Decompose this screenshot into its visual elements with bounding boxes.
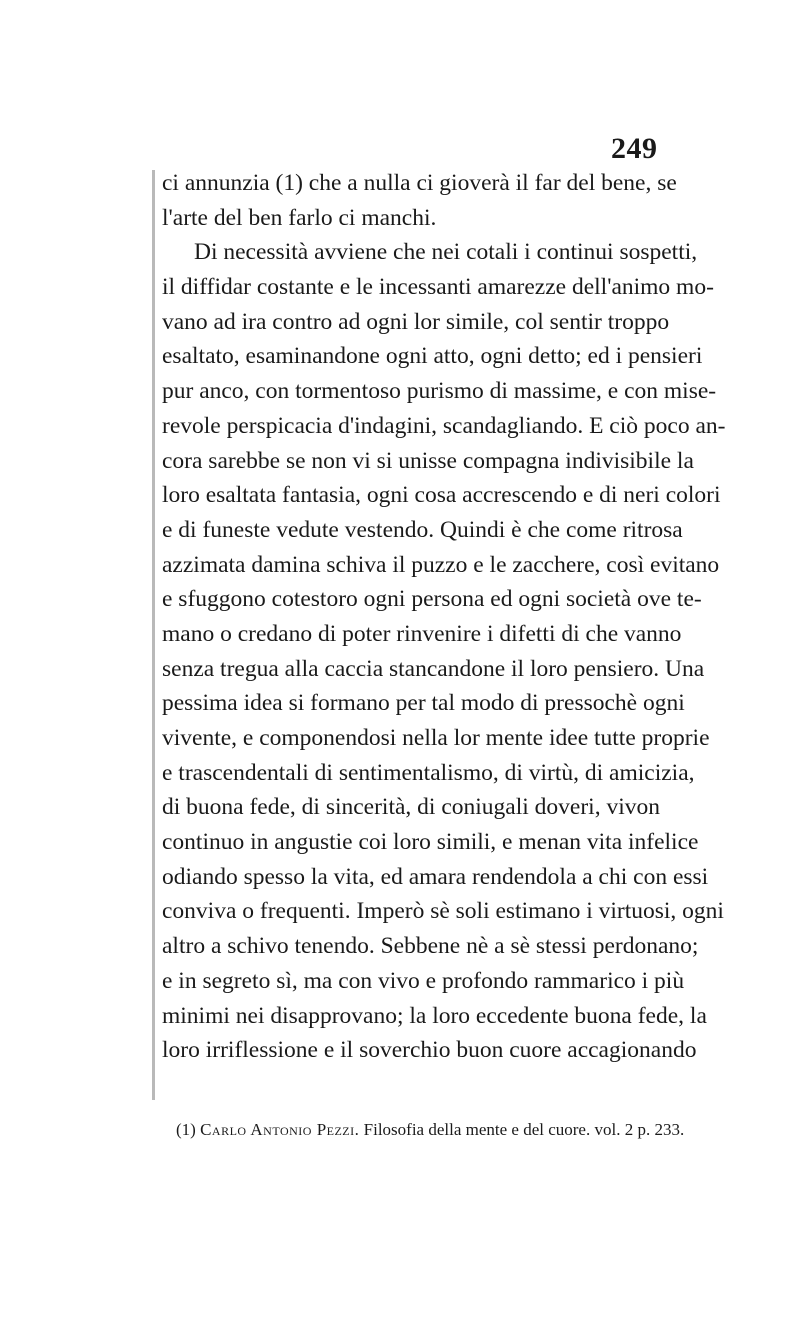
footnote-marker: (1)	[176, 1120, 196, 1139]
text-line: vivente, e componendosi nella lor mente idee tutte proprie	[162, 725, 710, 751]
text-line: il diffidar costante e le incessanti amarezze dell'animo mo-	[162, 274, 714, 301]
text-line: Di necessità avviene che nei cotali i continui sospetti,	[194, 239, 698, 266]
text-line: e di funeste vedute vestendo. Quindi è che come ritrosa	[162, 516, 683, 543]
text-line: azzimata damina schiva il puzzo e le zacchere, così evitano	[162, 551, 720, 578]
text-line: di buona fede, di sincerità, di coniugali doveri, vivon	[162, 794, 660, 821]
text-line: altro a schivo tenendo. Sebbene nè a sè stessi perdonano;	[162, 933, 699, 960]
footnote-author: Carlo Antonio Pezzi.	[200, 1120, 360, 1139]
page-number: 249	[611, 132, 658, 165]
text-line: senza tregua alla caccia stancandone il loro pensiero. Una	[162, 655, 705, 682]
text-line: continuo in angustie coi loro simili, e menan vita infelice	[162, 829, 699, 856]
text-line: loro irriflessione e il soverchio buon cuore accagionando	[162, 1037, 697, 1064]
text-line: vano ad ira contro ad ogni lor simile, col sentir troppo	[162, 308, 670, 335]
margin-binding-shadow	[152, 170, 155, 1100]
text-line: conviva o frequenti. Imperò sè soli estimano i virtuosi, ogni	[162, 898, 724, 925]
text-line: l'arte del ben farlo ci manchi.	[162, 204, 437, 231]
body-text	[162, 166, 726, 1068]
text-line: loro esaltata fantasia, ogni cosa accrescendo e di neri colori	[162, 482, 721, 509]
footnote	[176, 1120, 685, 1140]
text-line: e in segreto sì, ma con vivo e profondo rammarico i più	[162, 967, 685, 994]
text-line: revole perspicacia d'indagini, scandagliando. E ciò poco an-	[162, 412, 726, 439]
text-line: ci annunzia (1) che a nulla ci gioverà il far del bene, se	[162, 170, 677, 196]
text-line: mano o credano di poter rinvenire i difetti di che vanno	[162, 620, 682, 647]
text-line: pur anco, con tormentoso purismo di massime, e con mise-	[162, 378, 717, 405]
text-line: e sfuggono cotestoro ogni persona ed ogni società ove te-	[162, 586, 702, 613]
text-line: odiando spesso la vita, ed amara rendendola a chi con essi	[162, 863, 709, 890]
text-line: e trascendentali di sentimentalismo, di virtù, di amicizia,	[162, 759, 695, 786]
text-line: minimi nei disapprovano; la loro eccedente buona fede, la	[162, 1002, 707, 1029]
text-line: esaltato, esaminandone ogni atto, ogni detto; ed i pensieri	[162, 343, 703, 370]
footnote-text: Filosofia della mente e del cuore. vol. 2 p. 233.	[363, 1120, 685, 1139]
text-line: pessima idea si formano per tal modo di pressochè ogni	[162, 690, 685, 717]
text-line: cora sarebbe se non vi si unisse compagna indivisibile la	[162, 447, 694, 474]
